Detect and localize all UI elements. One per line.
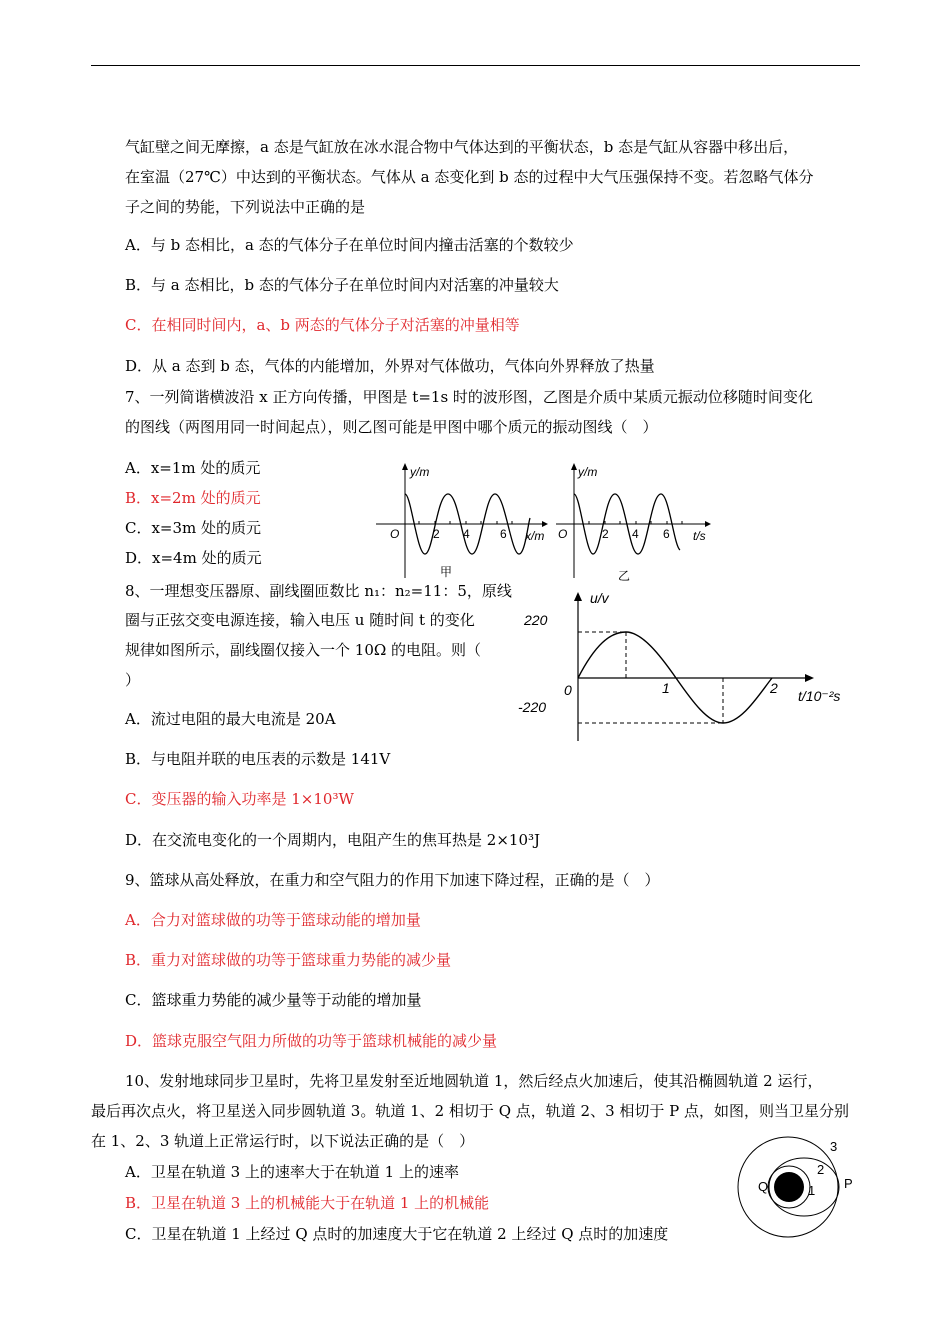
q6-stem-line2: 在室温（27℃）中达到的平衡状态。气体从 a 态变化到 b 态的过程中大气压强保持不变。若忽略气体分: [125, 168, 814, 186]
q8-option-b: B．与电阻并联的电压表的示数是 141V: [125, 750, 391, 768]
q8-option-c: C．变压器的输入功率是 1×10³W: [125, 790, 354, 808]
voltage-ymin: -220: [518, 699, 547, 715]
q6-stem-line3: 子之间的势能，下列说法中正确的是: [125, 198, 366, 216]
wave-figure-jia: [370, 458, 550, 583]
jia-tick-2: 2: [433, 527, 440, 541]
q7-option-a: A．x=1m 处的质元: [125, 459, 261, 477]
q8-stem-line3: 规律如图所示，副线圈仅接入一个 10Ω 的电阻。则（: [125, 641, 482, 659]
orbit-label-3: 3: [830, 1139, 838, 1154]
earth: [774, 1172, 804, 1202]
wave-figure-yi: [550, 458, 715, 586]
q6-option-d: D．从 a 态到 b 态，气体的内能增加，外界对气体做功，气体向外界释放了热量: [125, 357, 655, 375]
orbit-label-p: P: [844, 1176, 853, 1191]
q9-stem: 9、篮球从高处释放，在重力和空气阻力的作用下加速下降过程，正确的是（ ）: [125, 871, 660, 889]
q9-option-d: D．篮球克服空气阻力所做的功等于篮球机械能的减少量: [125, 1032, 498, 1050]
yi-tick-6: 6: [663, 527, 670, 541]
q6-stem-line1: 气缸壁之间无摩擦，a 态是气缸放在冰水混合物中气体达到的平衡状态，b 态是气缸从容器中移出后，: [125, 138, 799, 156]
q9-option-b: B．重力对篮球做的功等于篮球重力势能的减少量: [125, 951, 452, 969]
yi-tick-2: 2: [602, 527, 609, 541]
header-rule: [91, 65, 860, 66]
q9-option-a: A．合力对篮球做的功等于篮球动能的增加量: [125, 911, 421, 929]
q8-option-a: A．流过电阻的最大电流是 20A: [125, 710, 336, 728]
q9-option-c: C．篮球重力势能的减少量等于动能的增加量: [125, 991, 422, 1009]
q10-stem-line2: 最后再次点火，将卫星送入同步圆轨道 3。轨道 1、2 相切于 Q 点，轨道 2、3 相切于 P 点，如图，则当卫星分别: [91, 1102, 850, 1120]
yi-caption: 乙: [618, 569, 631, 583]
q8-stem-line1: 8、一理想变压器原、副线圈匝数比 n₁：n₂=11：5，原线: [125, 582, 512, 600]
q7-option-d: D．x=4m 处的质元: [125, 549, 262, 567]
q10-stem-line1: 10、发射地球同步卫星时，先将卫星发射至近地圆轨道 1，然后经点火加速后，使其沿椭圆轨道 2 运行，: [125, 1072, 823, 1090]
q7-option-c: C．x=3m 处的质元: [125, 519, 262, 537]
q10-option-a: A．卫星在轨道 3 上的速率大于在轨道 1 上的速率: [125, 1163, 459, 1181]
q7-stem-line1: 7、一列简谐横波沿 x 正方向传播，甲图是 t=1s 时的波形图，乙图是介质中某质元振动位移随时间变化: [125, 388, 813, 406]
q10-option-b: B．卫星在轨道 3 上的机械能大于在轨道 1 上的机械能: [125, 1194, 490, 1212]
yi-origin: O: [558, 527, 568, 541]
orbit-figure: [730, 1135, 865, 1245]
orbit-label-q: Q: [758, 1179, 769, 1194]
yi-xlabel: t/s: [693, 529, 706, 543]
yi-ylabel: y/m: [578, 465, 598, 479]
q7-stem-line2: 的图线（两图用同一时间起点），则乙图可能是甲图中哪个质元的振动图线（ ）: [125, 418, 658, 436]
jia-origin: O: [390, 527, 400, 541]
q6-option-b: B．与 a 态相比，b 态的气体分子在单位时间内对活塞的冲量较大: [125, 276, 559, 294]
voltage-tick-1: 1: [662, 680, 670, 696]
yi-tick-4: 4: [632, 527, 639, 541]
jia-ylabel: y/m: [410, 465, 430, 479]
voltage-ymax: 220: [524, 612, 548, 628]
q10-stem-line3: 在 1、2、3 轨道上正常运行时，以下说法正确的是（ ）: [91, 1132, 475, 1150]
voltage-xlabel: t/10⁻²s: [798, 688, 841, 704]
voltage-tick-2: 2: [770, 680, 778, 696]
orbit-label-1: 1: [808, 1183, 816, 1198]
voltage-origin: 0: [564, 682, 572, 698]
q6-option-a: A．与 b 态相比，a 态的气体分子在单位时间内撞击活塞的个数较少: [125, 236, 574, 254]
q8-option-d: D．在交流电变化的一个周期内，电阻产生的焦耳热是 2×10³J: [125, 831, 541, 849]
jia-xlabel: x/m: [525, 529, 545, 543]
q10-option-c: C．卫星在轨道 1 上经过 Q 点时的加速度大于它在轨道 2 上经过 Q 点时的加速度: [125, 1225, 669, 1243]
jia-tick-4: 4: [463, 527, 470, 541]
voltage-ylabel: u/v: [590, 590, 609, 606]
q8-stem-line2: 圈与正弦交变电源连接，输入电压 u 随时间 t 的变化: [125, 611, 475, 629]
q6-option-c: C．在相同时间内，a、b 两态的气体分子对活塞的冲量相等: [125, 316, 520, 334]
jia-caption: 甲: [440, 565, 453, 579]
q8-stem-line4: ）: [125, 671, 141, 689]
jia-tick-6: 6: [500, 527, 507, 541]
orbit-label-2: 2: [817, 1162, 825, 1177]
q7-option-b: B．x=2m 处的质元: [125, 489, 261, 507]
voltage-figure: [510, 585, 850, 745]
